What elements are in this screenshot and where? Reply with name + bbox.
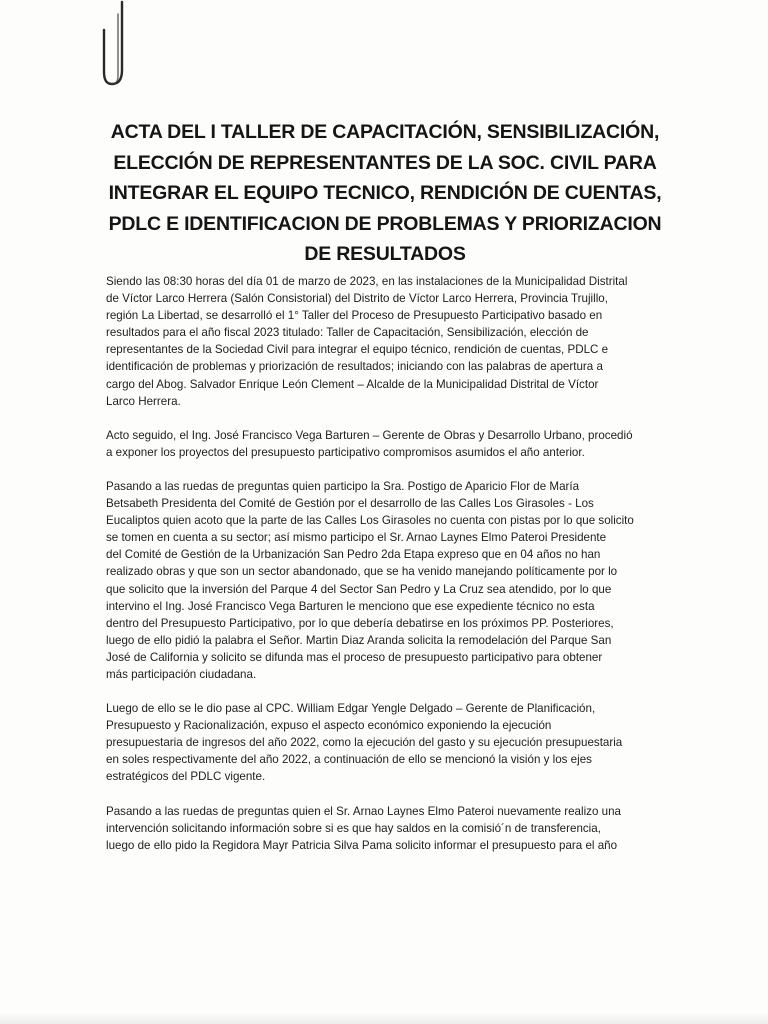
text-line: a exponer los proyectos del presupuesto participativo compromisos asumidos el año anterior. [106, 445, 585, 459]
text-line: luego de ello pido la Regidora Mayr Patricia Silva Pama solicito informar el presupuesto para el año [106, 838, 618, 852]
text-line: que solicito que la inversión del Parque 4 del Sector San Pedro y La Cruz sea atendido, por lo que [106, 582, 612, 596]
text-line: del Comité de Gestión de la Urbanización San Pedro 2da Etapa expreso que en 04 años no han [106, 548, 601, 562]
text-line: José de California y solicito se difunda mas el proceso de presupuesto participativo para obtener [106, 650, 603, 664]
text-line: Acto seguido, el Ing. José Francisco Vega Barturen – Gerente de Obras y Desarrollo Urbano, procedió [106, 428, 633, 442]
text-line: intervino el Ing. José Francisco Vega Barturen le menciono que ese expediente técnico no esta [106, 599, 595, 613]
text-line: Pasando a las ruedas de preguntas quien participo la Sra. Postigo de Aparicio Flor de María [106, 479, 580, 493]
text-line: Pasando a las ruedas de preguntas quien el Sr. Arnao Laynes Elmo Pateroi nuevamente realizo una [106, 804, 621, 818]
text-line: dentro del Presupuesto Participativo, por lo que debería debatirse en los próximos PP. Posteriores, [106, 616, 614, 630]
title-line: ACTA DEL I TALLER DE CAPACITACIÓN, SENSIBILIZACIÓN, [110, 121, 660, 143]
paragraph-opening [106, 273, 662, 410]
paperclip-icon [92, 0, 132, 90]
text-line: en soles respectivamente del año 2022, a continuación de ello se mencionó la visión y los ejes [106, 753, 592, 767]
text-line: luego de ello pidió la palabra el Señor. Martin Diaz Aranda solicita la remodelación del Parque San [106, 633, 612, 647]
text-line: más participación ciudadana. [106, 667, 257, 681]
title-line: DE RESULTADOS [304, 243, 466, 265]
text-line: intervención solicitando información sobre si es que hay saldos en la comisió´n de transferencia, [106, 821, 601, 835]
text-line: se tomen en cuenta a su sector; así mismo participo el Sr. Arnao Laynes Elmo Pateroi Presidente [106, 531, 607, 545]
document-title [80, 117, 690, 270]
text-line: Presupuesto y Racionalización, expuso el aspecto económico exponiendo la ejecución [106, 719, 552, 733]
text-line: Larco Herrera. [106, 394, 181, 408]
text-line: de Víctor Larco Herrera (Salón Consistorial) del Distrito de Víctor Larco Herrera, Provincia Trujillo, [106, 292, 608, 306]
text-line: estratégicos del PDLC vigente. [106, 770, 266, 784]
paragraph-second-questions [106, 803, 662, 854]
text-line: región La Libertad, se desarrolló el 1° Taller del Proceso de Presupuesto Participativo basado en [106, 309, 603, 323]
text-line: cargo del Abog. Salvador Enrique León Clement – Alcalde de la Municipalidad Distrital de Víctor [106, 377, 599, 391]
title-line: PDLC E IDENTIFICACION DE PROBLEMAS Y PRIORIZACION [108, 212, 662, 235]
text-line: identificación de problemas y priorización de resultados; iniciando con las palabras de apertura a [106, 360, 603, 374]
title-line: ELECCIÓN DE REPRESENTANTES DE LA SOC. CIVIL PARA [113, 151, 657, 174]
title-line: INTEGRAR EL EQUIPO TECNICO, RENDICIÓN DE CUENTAS, [108, 182, 662, 204]
text-line: Siendo las 08:30 horas del día 01 de marzo de 2023, en las instalaciones de la Municipalidad Distrital [106, 275, 628, 288]
text-line: Luego de ello se le dio pase al CPC. William Edgar Yengle Delgado – Gerente de Planificación, [106, 702, 596, 716]
document-body [106, 273, 662, 871]
text-line: Betsabeth Presidenta del Comité de Gestión por el desarrollo de las Calles Los Girasoles - Los [106, 497, 594, 511]
paragraph-budget [106, 700, 662, 785]
text-line: representantes de la Sociedad Civil para integrar el equipo técnico, rendición de cuentas, PDLC e [106, 343, 609, 357]
paragraph-projects [106, 427, 662, 461]
text-line: realizado obras y que son un sector abandonado, que se ha venido manejando políticamente por lo [106, 565, 618, 579]
text-line: resultados para el año fiscal 2023 titulado: Taller de Capacitación, Sensibilización, elección de [106, 326, 589, 340]
paragraph-questions [106, 478, 662, 683]
text-line: Eucaliptos quien acoto que la parte de las Calles Los Girasoles no cuenta con pistas por lo que solicito [106, 514, 634, 528]
text-line: presupuestaria de ingresos del año 2022, como la ejecución del gasto y su ejecución presupuestaria [106, 736, 623, 750]
scan-shadow [0, 1012, 768, 1024]
